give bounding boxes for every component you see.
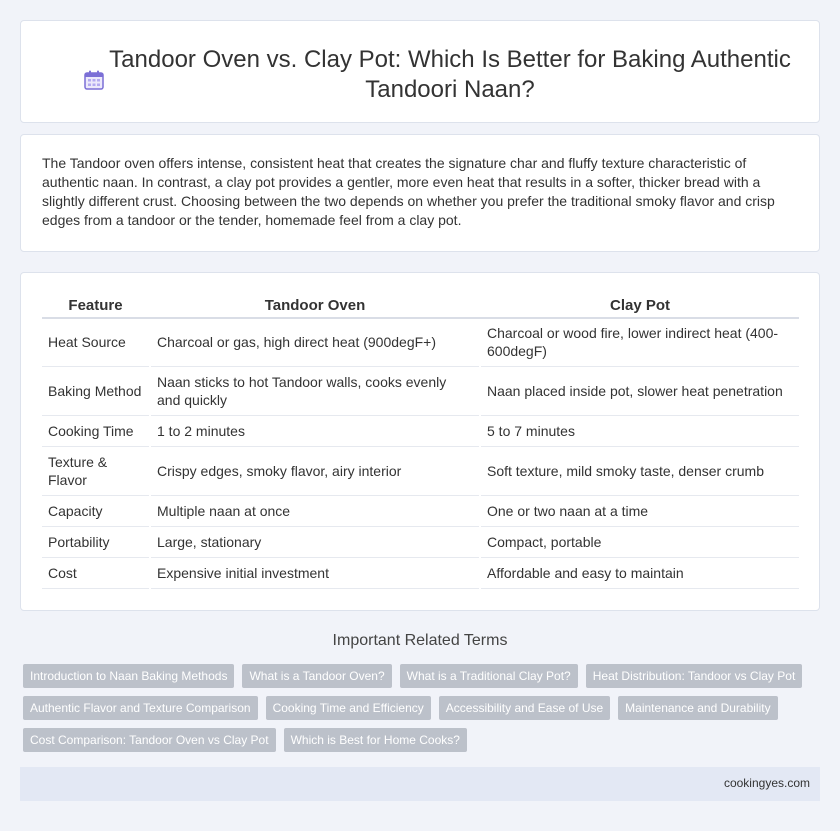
feature-cell: Baking Method [42, 366, 150, 415]
feature-cell: Portability [42, 526, 150, 557]
related-term-tag[interactable]: Authentic Flavor and Texture Comparison [23, 696, 258, 720]
related-term-tag[interactable]: Cooking Time and Efficiency [266, 696, 431, 720]
related-term-tag[interactable]: What is a Tandoor Oven? [242, 664, 391, 688]
related-term-tag[interactable]: Which is Best for Home Cooks? [284, 728, 467, 752]
tandoor-cell: Multiple naan at once [150, 495, 480, 526]
tandoor-cell: Crispy edges, smoky flavor, airy interior [150, 446, 480, 495]
table-row [42, 415, 799, 446]
table-row [42, 495, 799, 526]
table-row [42, 366, 799, 415]
clay-pot-cell: Soft texture, mild smoky taste, denser crumb [480, 446, 799, 495]
clay-pot-cell: 5 to 7 minutes [480, 415, 799, 446]
intro-paragraph: The Tandoor oven offers intense, consistent heat that creates the signature char and fluffy texture characteristic of authentic naan. In contrast, a clay pot provides a gentler, more even heat that results in a softer, thicker bread with a slightly different crust. Choosing between the two depends on whether you prefer the traditional smoky flavor and crisp edges from a tandoor or the tender, homemade feel from a clay pot. [42, 155, 775, 228]
table-header-row [42, 294, 799, 318]
tandoor-cell: Charcoal or gas, high direct heat (900degF+) [150, 318, 480, 366]
comparison-card [20, 272, 820, 611]
related-terms-heading: Important Related Terms [332, 632, 508, 649]
header-clay-pot: Clay Pot [480, 294, 799, 318]
clay-pot-cell: Affordable and easy to maintain [480, 557, 799, 588]
clay-pot-cell: Compact, portable [480, 526, 799, 557]
feature-cell: Cost [42, 557, 150, 588]
header-tandoor-oven: Tandoor Oven [150, 294, 480, 318]
feature-cell: Heat Source [42, 318, 150, 366]
feature-cell: Capacity [42, 495, 150, 526]
related-term-tag[interactable]: Maintenance and Durability [618, 696, 777, 720]
table-row [42, 318, 799, 366]
tandoor-cell: Naan sticks to hot Tandoor walls, cooks evenly and quickly [150, 366, 480, 415]
clay-pot-cell: One or two naan at a time [480, 495, 799, 526]
tandoor-cell: Expensive initial investment [150, 557, 480, 588]
footer-site-name: cookingyes.com [723, 776, 810, 790]
footer [20, 767, 820, 801]
related-terms-list [23, 664, 813, 752]
related-term-tag[interactable]: Heat Distribution: Tandoor vs Clay Pot [586, 664, 803, 688]
feature-cell: Cooking Time [42, 415, 150, 446]
feature-cell: Texture & Flavor [42, 446, 150, 495]
related-term-tag[interactable]: Introduction to Naan Baking Methods [23, 664, 234, 688]
table-row [42, 557, 799, 588]
header-feature: Feature [42, 294, 150, 318]
related-term-tag[interactable]: Accessibility and Ease of Use [439, 696, 610, 720]
tandoor-cell: 1 to 2 minutes [150, 415, 480, 446]
table-row [42, 446, 799, 495]
intro-card [20, 134, 820, 252]
clay-pot-cell: Charcoal or wood fire, lower indirect heat (400-600degF) [480, 318, 799, 366]
clay-pot-cell: Naan placed inside pot, slower heat penetration [480, 366, 799, 415]
page-title: Tandoor Oven vs. Clay Pot: Which Is Better for Baking Authentic Tandoori Naan? [109, 46, 791, 103]
related-term-tag[interactable]: Cost Comparison: Tandoor Oven vs Clay Pot [23, 728, 276, 752]
title-card [20, 20, 820, 123]
table-row [42, 526, 799, 557]
related-term-tag[interactable]: What is a Traditional Clay Pot? [400, 664, 578, 688]
tandoor-cell: Large, stationary [150, 526, 480, 557]
comparison-table [42, 294, 799, 589]
